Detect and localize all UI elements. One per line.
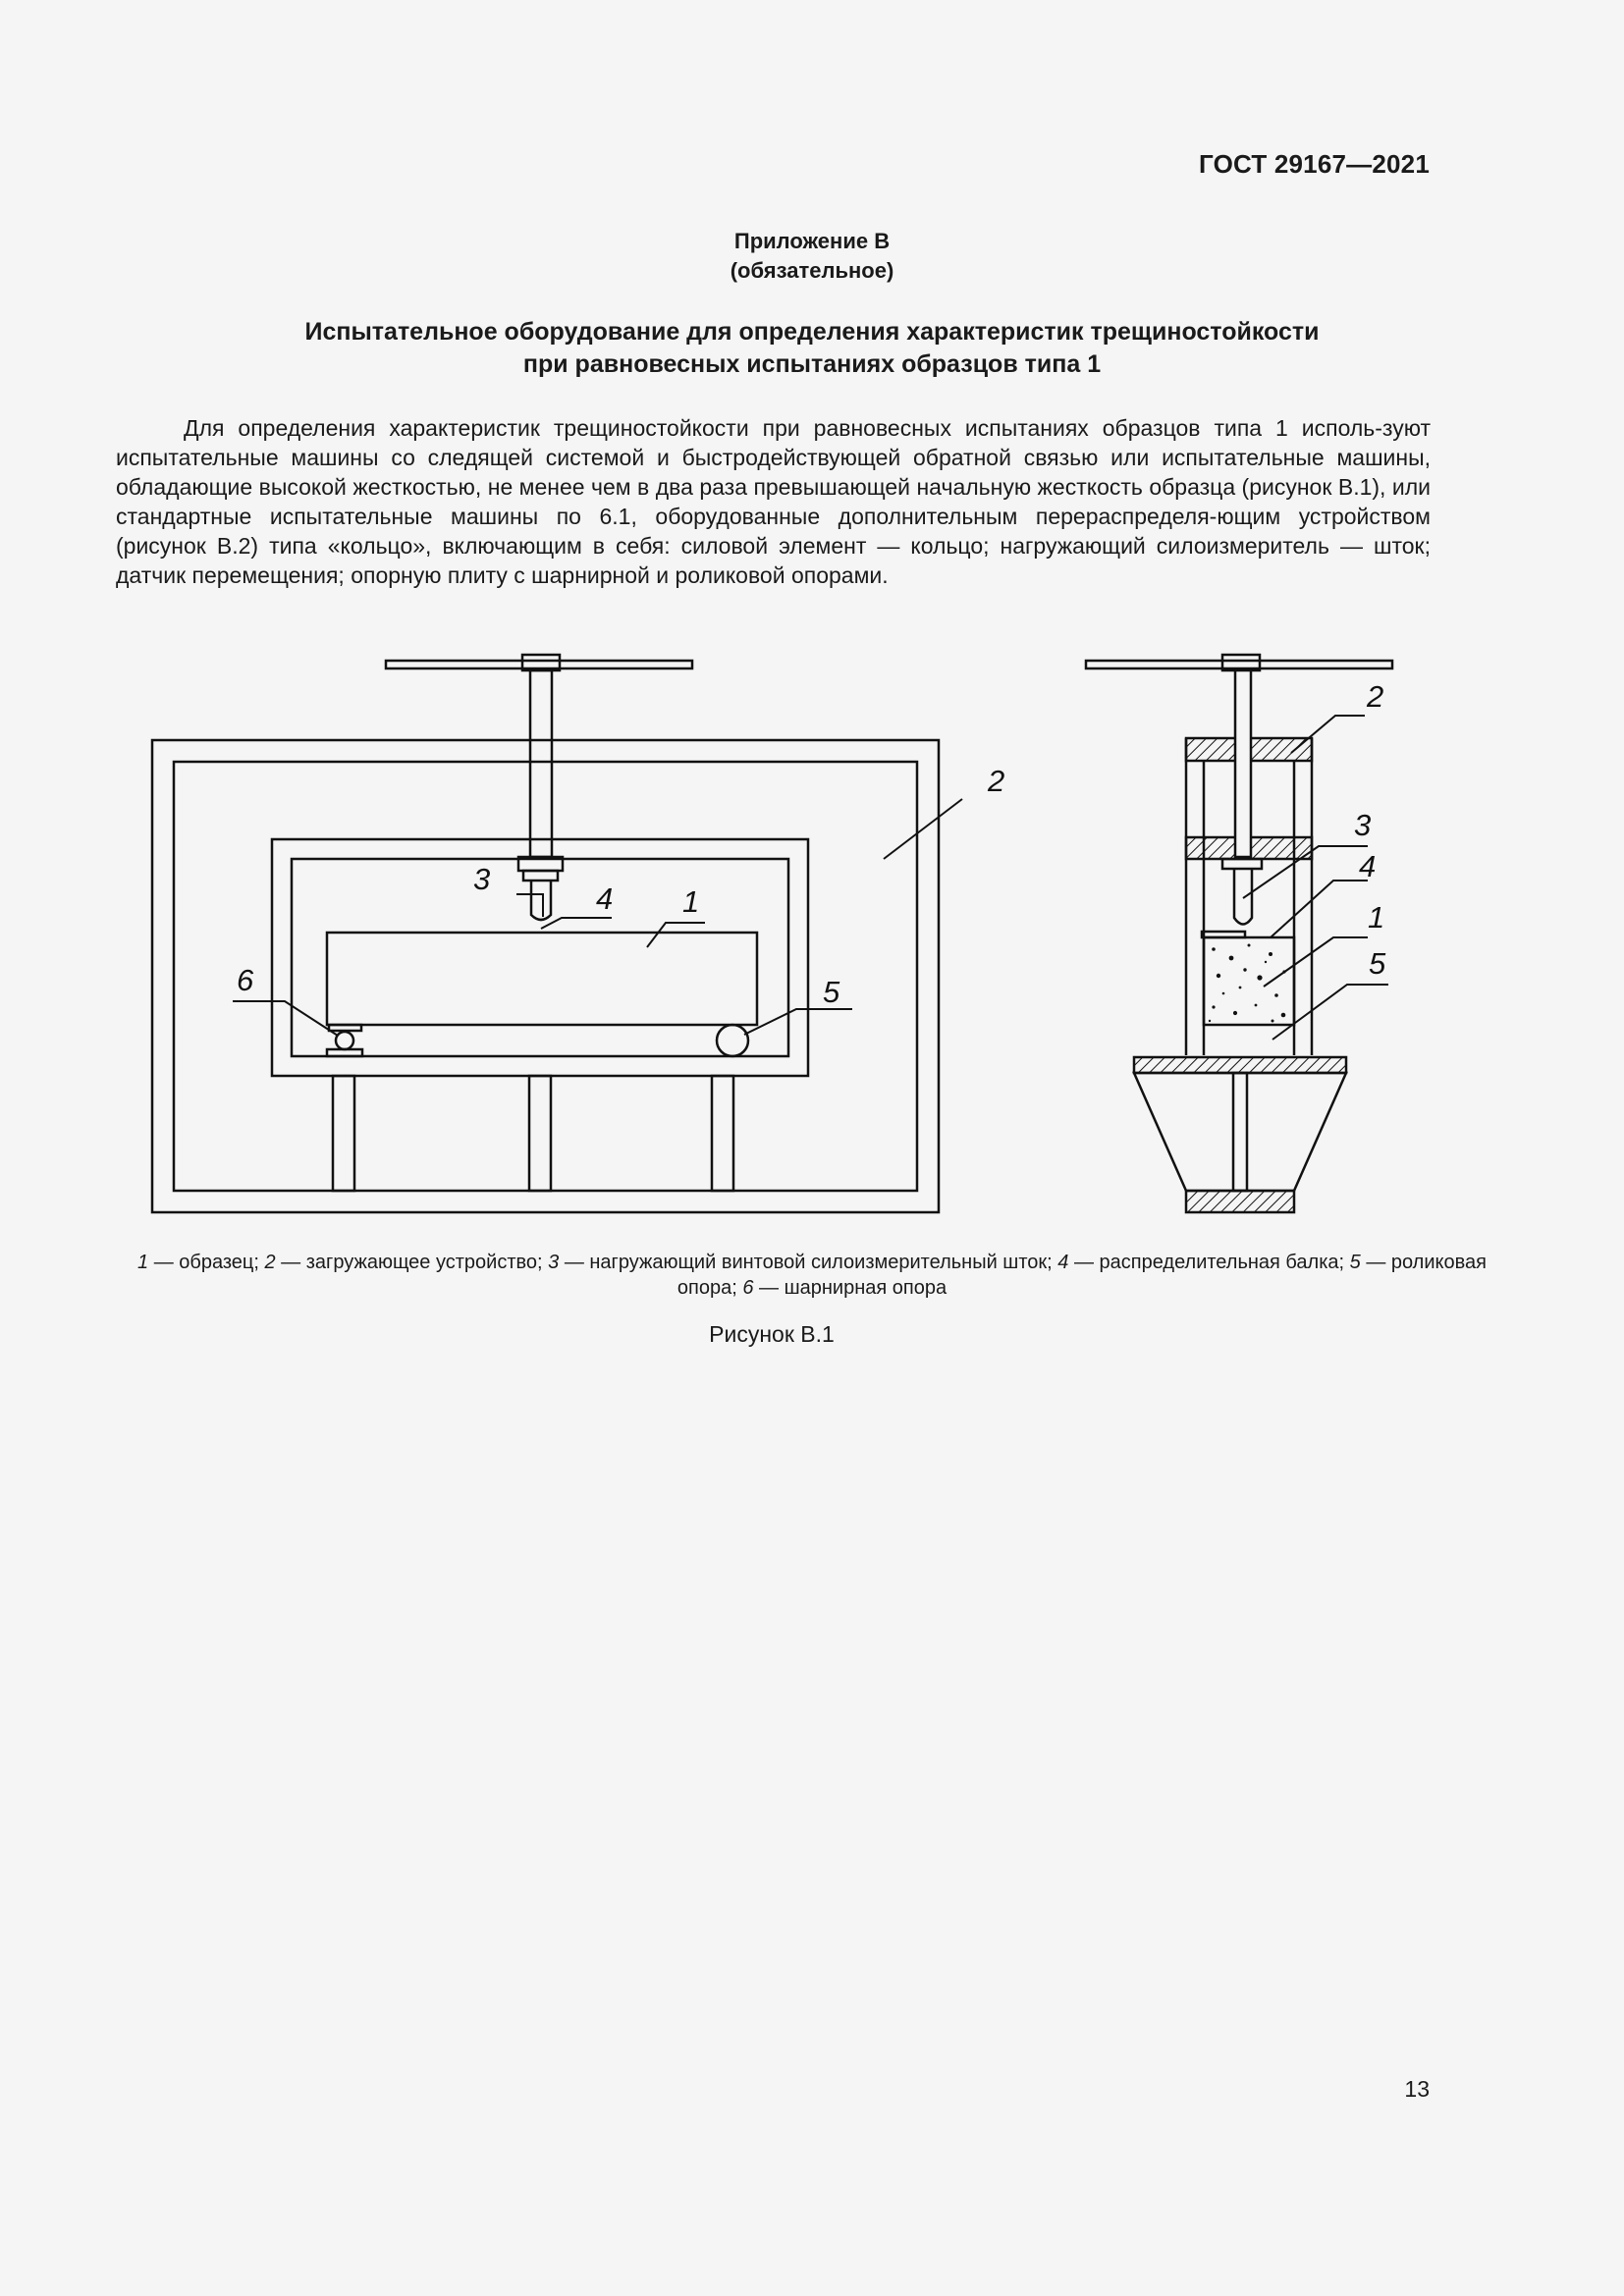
standard-code: ГОСТ 29167—2021	[1199, 149, 1430, 179]
side-pedestal-foot	[1186, 1191, 1294, 1212]
legend-text-6: — шарнирная опора	[753, 1277, 947, 1299]
side-rod-collar	[1222, 859, 1262, 869]
front-inner-frame-inner	[292, 859, 788, 1056]
legend-num-1: 1	[137, 1252, 149, 1273]
side-pedestal	[1134, 1073, 1346, 1191]
front-label-1: 1	[682, 884, 700, 919]
front-handle-bar	[386, 661, 692, 668]
side-label-3: 3	[1354, 808, 1372, 842]
front-view	[152, 655, 962, 1212]
side-label-2: 2	[1367, 679, 1384, 714]
side-leader-4	[1271, 881, 1368, 937]
side-view-labels	[1354, 679, 1386, 981]
front-view-labels	[237, 764, 1004, 1009]
side-specimen	[1204, 937, 1294, 1025]
legend-text-3: — нагружающий винтовой силоизмерительный шток;	[559, 1252, 1058, 1273]
front-leader-2	[884, 799, 962, 859]
legend-text-1: — образец;	[148, 1252, 265, 1273]
intro-paragraph: Для определения характеристик трещиностойкости при равновесных испытаниях образцов типа 1 исполь-зуют испытательные машины со следящей системой и быстродействующей обратной связью или испытательные машины, обладающие высокой жесткостью, не менее чем в два раза превышающей начальную жесткость образца (рисунок В.1), или стандартные испытательные машины по 6.1, оборудованные дополнительным перераспределя-ющим устройством (рисунок В.2) типа «кольцо», включающим в себя: силовой элемент — кольцо; нагружающий силоизмеритель — шток; датчик перемещения; опорную плиту с шарнирной и роликовой опорами.	[116, 415, 1431, 588]
front-leader-6	[233, 1001, 338, 1036]
front-rod-collar	[523, 871, 558, 881]
legend-num-5: 5	[1349, 1252, 1361, 1273]
appendix-label: Приложение В	[733, 229, 891, 253]
side-label-5: 5	[1369, 946, 1386, 981]
front-rod-tip	[531, 881, 551, 920]
figure-legend	[116, 1250, 1508, 1301]
front-leader-1	[647, 923, 705, 947]
legend-num-2: 2	[264, 1252, 276, 1273]
side-view	[1086, 655, 1392, 1212]
front-specimen	[327, 933, 757, 1025]
side-label-4: 4	[1359, 849, 1377, 883]
side-specimen-texture	[1209, 944, 1286, 1023]
appendix-status: (обязательное)	[730, 258, 894, 283]
legend-text-4: — распределительная балка;	[1068, 1252, 1350, 1273]
front-leg-right	[712, 1076, 733, 1191]
side-leader-5	[1272, 985, 1388, 1040]
front-outer-frame-inner	[174, 762, 917, 1191]
front-label-2: 2	[988, 764, 1005, 798]
front-label-5: 5	[823, 975, 840, 1009]
front-hinge-support	[336, 1032, 353, 1049]
side-rod-tip	[1234, 869, 1252, 925]
legend-num-3: 3	[548, 1252, 560, 1273]
legend-text-5: — роликовая опора;	[677, 1252, 1487, 1299]
side-screw-rod	[1235, 670, 1251, 857]
front-screw-rod	[530, 670, 552, 857]
legend-num-4: 4	[1057, 1252, 1069, 1273]
side-pedestal-column	[1233, 1073, 1247, 1191]
front-leg-left	[333, 1076, 354, 1191]
side-handle-bar	[1086, 661, 1392, 668]
section-title-line-2: при равновесных испытаниях образцов типа 1	[522, 350, 1102, 378]
front-leader-3	[516, 894, 543, 917]
page-number: 13	[1404, 2076, 1430, 2102]
front-label-3: 3	[473, 862, 491, 896]
front-leader-4	[541, 918, 612, 929]
side-label-1: 1	[1368, 900, 1385, 934]
legend-num-6: 6	[742, 1277, 754, 1299]
front-leader-5	[744, 1009, 852, 1035]
front-label-4: 4	[596, 881, 614, 916]
front-roller-support	[717, 1025, 748, 1056]
front-hinge-plate	[329, 1025, 361, 1031]
front-hinge-base	[327, 1049, 362, 1056]
front-label-6: 6	[237, 963, 254, 997]
legend-text-2: — загружающее устройство;	[275, 1252, 549, 1273]
front-leg-center	[529, 1076, 551, 1191]
section-title-line-1: Испытательное оборудование для определения характеристик трещиностойкости	[304, 318, 1320, 346]
side-leader-1	[1264, 937, 1368, 987]
front-outer-frame	[152, 740, 939, 1212]
figure-caption: Рисунок В.1	[709, 1321, 835, 1347]
side-base-plate	[1134, 1057, 1346, 1073]
